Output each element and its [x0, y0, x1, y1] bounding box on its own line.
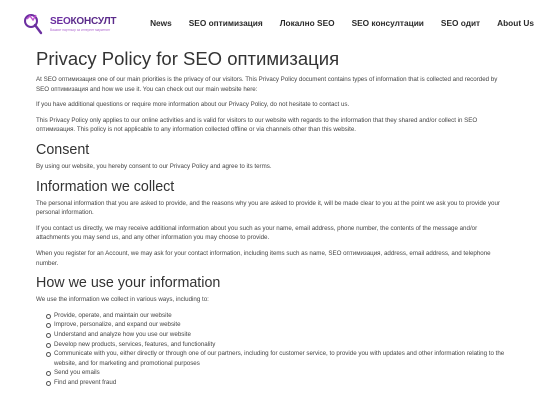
list-item: Find and prevent fraud: [46, 378, 510, 388]
logo-konsult: КОНСУЛТ: [70, 16, 117, 28]
site-logo[interactable]: [22, 8, 122, 42]
collect-heading: Information we collect: [36, 178, 175, 195]
list-item: Develop new products, services, features, and functionality: [46, 340, 510, 350]
consent-heading: Consent: [36, 141, 90, 158]
list-item: Improve, personalize, and expand our website: [46, 320, 510, 330]
nav-seo-optimization[interactable]: SEO оптимизация: [188, 18, 263, 28]
use-intro: We use the information we collect in various ways, including to:: [36, 296, 209, 304]
collect-paragraph: The personal information that you are asked to provide, and the reasons why you are asked to provide it, will be made clear to you at the point we ask you to provide your personal information.: [36, 199, 500, 217]
list-item: Understand and analyze how you use our website: [46, 330, 510, 340]
page-title: Privacy Policy for SEO оптимизация: [36, 48, 340, 69]
list-item: Communicate with you, either directly or through one of our partners, including for customer service, to provide you with updates and other information relating to the website, and for marketing and promotional purposes: [46, 349, 510, 368]
consent-text: By using our website, you hereby consent to our Privacy Policy and agree to its terms.: [36, 162, 272, 170]
intro-paragraph: If you have additional questions or require more information about our Privacy Policy, do not hesitate to contact us.: [36, 101, 350, 109]
nav-seo-audit[interactable]: SEO одит: [440, 18, 481, 28]
intro-paragraph: At SEO оптимизация one of our main priorities is the privacy of our visitors. This Privacy Policy document contains types of information that is collected and recorded by SEO оптимизация and how we use it. You can check out our main website here:: [36, 76, 498, 93]
logo-seo: SEO: [50, 16, 71, 28]
privacy-policy-content: [36, 48, 510, 387]
logo-tagline: Вашият партньор за интернет маркетинг: [50, 28, 111, 33]
nav-seo-consulting[interactable]: SEO консултации: [351, 18, 424, 28]
collect-paragraph: If you contact us directly, we may receive additional information about you such as your name, email address, phone number, the contents of the message and/or attachments you may send us, and any other information you may choose to provide.: [36, 224, 478, 242]
site-header: [0, 0, 540, 50]
use-list: [46, 311, 510, 388]
use-heading: How we use your information: [36, 275, 221, 292]
logo-wordmark: [50, 17, 116, 27]
main-nav: [133, 18, 534, 28]
collect-paragraph: When you register for an Account, we may ask for your contact information, including items such as name, SEO оптимизация, address, email address, and telephone number.: [36, 249, 491, 267]
list-item: Send you emails: [46, 368, 510, 378]
seo-magnifier-logo-icon: [22, 12, 48, 38]
nav-local-seo[interactable]: Локално SEO: [279, 18, 335, 28]
nav-news[interactable]: News: [150, 18, 172, 28]
logo-text: [50, 17, 116, 32]
nav-about-us[interactable]: About Us: [497, 18, 534, 28]
intro-paragraph: This Privacy Policy only applies to our online activities and is valid for visitors to our website with regards to the information that they shared and/or collect in SEO оптимизация. This policy is not applicable to any information collected offline or via channels other than this website.: [36, 116, 478, 134]
list-item: Provide, operate, and maintain our website: [46, 311, 510, 321]
